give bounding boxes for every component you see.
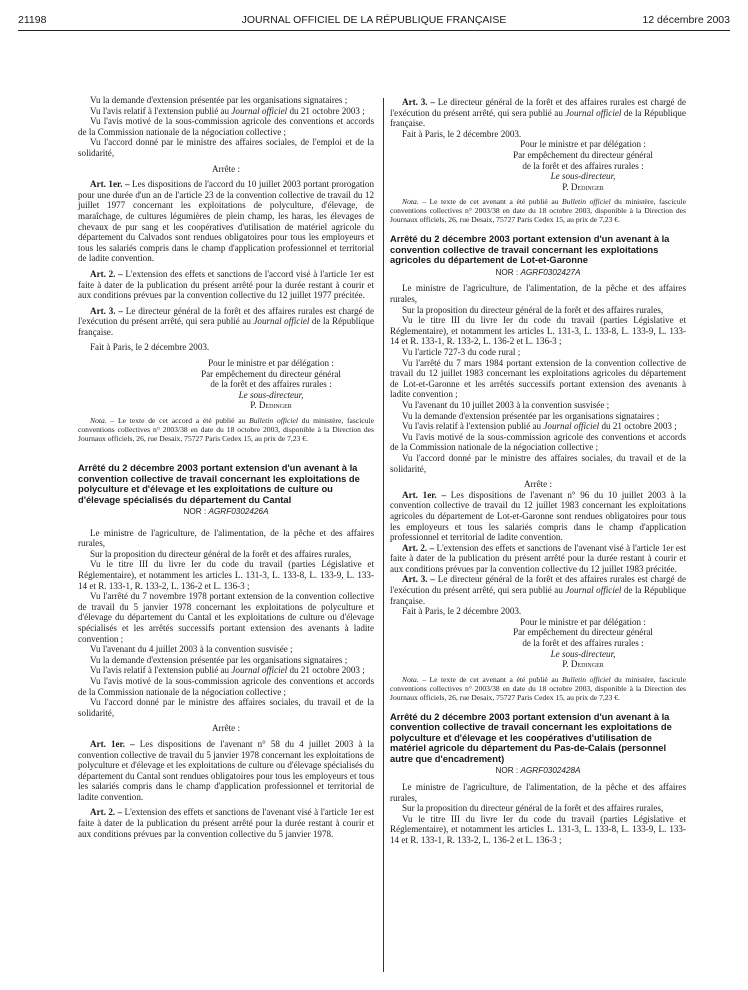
article-2: Art. 2. – L'extension des effets et sanctions de l'avenant visé à l'article 1er est faite à dater de la publication du présent arrêté pour la durée restant à courir et aux conditions prévues par la convention collective du 5 janvier 1978. — [78, 807, 374, 839]
journal-title: JOURNAL OFFICIEL DE LA RÉPUBLIQUE FRANÇAISE — [241, 14, 507, 26]
nota: Nota. – Le texte de cet accord a été publié au Bulletin officiel du ministère, fascicule conventions collectives n° 2003/38 en date du 18 octobre 2003, disponible à la Direction des Journaux officiels, 26, rue Desaix, 75727 Paris Cedex 15, au prix de 7,23 €. — [78, 416, 374, 444]
paragraph: Sur la proposition du directeur général de la forêt et des affaires rurales, — [90, 548, 352, 559]
nota: Nota. – Le texte de cet avenant a été publié au Bulletin officiel du ministère, fascicule conventions collectives n° 2003/38 en date du 18 octobre 2003, disponible à la Direction des Journaux officiels, 26, rue Desaix, 75727 Paris Cedex 15, au prix de 7,23 €. — [390, 674, 686, 702]
paragraph: Vu l'avis relatif à l'extension publié au Journal officiel du 21 octobre 2003 ; — [90, 665, 365, 676]
paragraph: Vu l'arrêté du 7 mars 1984 portant extension de la convention collective de travail du 12 juillet 1983 concernant les exploitations agricoles du département de Lot-et-Garonne et les arrêtés successifs portant extension des avenants à ladite convention ; — [390, 357, 686, 400]
paragraph: Vu la demande d'extension présentée par les organisations signataires ; — [90, 654, 348, 665]
right-column — [390, 97, 686, 845]
arrete-heading: Arrête : — [211, 723, 241, 734]
nor-reference: NOR : AGRF0302427A — [495, 267, 581, 277]
header-rule — [18, 30, 730, 31]
paragraph: Vu l'accord donné par le ministre des affaires sociales, du travail et de la solidarité, — [390, 452, 686, 474]
paragraph: Vu l'avenant du 10 juillet 2003 à la convention susvisée ; — [402, 399, 610, 410]
paragraph: Vu la demande d'extension présentée par les organisations signataires ; — [90, 95, 348, 105]
paragraph: Vu l'arrêté du 7 novembre 1978 portant extension de la convention collective de travail du 5 janvier 1978 concernant les exploitations de polyculture et d'élevage du département du Cantal et les exploitations de culture ou d'élevage spécialisés et les arrêtés successifs portant extension des avenants à ladite convention ; — [78, 591, 374, 644]
issue-date: 12 décembre 2003 — [642, 14, 730, 26]
paragraph: Vu l'accord donné par le ministre des affaires sociales, de l'emploi et de la solidarité, — [78, 137, 374, 158]
page-number: 21198 — [18, 14, 47, 26]
paragraph: Vu l'avis relatif à l'extension publié au Journal officiel du 21 octobre 2003 ; — [90, 105, 365, 116]
nor-reference: NOR : AGRF0302426A — [183, 507, 269, 517]
article-3: Art. 3. – Le directeur général de la forêt et des affaires rurales est chargé de l'exécution du présent arrêté, qui sera publié au Journal officiel de la République française. — [390, 574, 686, 606]
paragraph: Le ministre de l'agriculture, de l'alimentation, de la pêche et des affaires rurales, — [390, 781, 686, 803]
signature-block: Pour le ministre et par délégation : Par empêchement du directeur général de la forêt et des affaires rurales : Le sous-directeur, P. Dedinger — [513, 616, 653, 670]
left-column — [78, 95, 374, 839]
paragraph: Sur la proposition du directeur général de la forêt et des affaires rurales, — [402, 304, 664, 315]
paragraph: Vu l'avis motivé de la sous-commission agricole des conventions et accords de la Commission nationale de la négociation collective ; — [390, 431, 686, 453]
article-1: Art. 1er. – Les dispositions de l'avenant n° 58 du 4 juillet 2003 à la convention collective de travail du 5 janvier 1978 concernant les exploitations de polyculture et d'élevage et les exploitations de culture ou d'élevage spécialisés du département du Cantal sont rendues obligatoires pour tous les employeurs et tous les salariés compris dans le champ d'application professionnel et territorial de ladite convention. — [78, 738, 374, 802]
article-3: Art. 3. – Le directeur général de la forêt et des affaires rurales est chargé de l'exécution du présent arrêté, qui sera publié au Journal officiel de la République française. — [390, 97, 686, 129]
decree-title: Arrêté du 2 décembre 2003 portant extension d'un avenant à la convention collective de travail concernant les exploitations de polyculture et d'élevage et les coopératives d'utilisation de matériel agricole du département du Pas-de-Calais (personnel autre que d'encadrement) — [390, 710, 672, 764]
place-date: Fait à Paris, le 2 décembre 2003. — [402, 606, 522, 617]
article-2: Art. 2. – L'extension des effets et sanctions de l'avenant visé à l'article 1er est faite à dater de la publication du présent arrêté pour la durée restant à courir et aux conditions prévues par la convention collective du 12 juillet 1983 précitée. — [390, 542, 686, 574]
signature-block: Pour le ministre et par délégation : Par empêchement du directeur général de la forêt et des affaires rurales : Le sous-directeur, P. Dedinger — [201, 358, 341, 411]
article-2: Art. 2. – L'extension des effets et sanctions de l'accord visé à l'article 1er est faite à dater de la publication du présent arrêté pour la durée restant à courir et aux conditions prévues par la convention collective du 12 juillet 1977 précitée. — [78, 268, 374, 301]
decree-title: Arrêté du 2 décembre 2003 portant extension d'un avenant à la convention collective de travail concernant les exploitations de polyculture et d'élevage et les exploitations de culture ou d'élevage spécialisés du département du Cantal — [78, 462, 360, 505]
paragraph: Vu l'article 727-3 du code rural ; — [402, 347, 521, 357]
place-date: Fait à Paris, le 2 décembre 2003. — [90, 342, 210, 353]
article-1: Art. 1er. – Les dispositions de l'accord du 10 juillet 2003 portant prorogation pour une durée d'un an de l'article 23 de la convention collective de travail du 12 juillet 1977 concernant les exploitations de polyculture, d'élevage, de maraîchage, de cultures légumières de plein champ, les haras, les élevages de chevaux de pur sang et les coopératives d'utilisation de matériel agricole du département du Calvados sont rendues obligatoires pour tous les employeurs et tous les salariés compris dans le champ d'application professionnel et territorial de ladite convention. — [78, 179, 375, 264]
decree-title: Arrêté du 2 décembre 2003 portant extension d'un avenant à la convention collective de travail concernant les exploitations agricoles du département de Lot-et-Garonne — [390, 233, 670, 266]
paragraph: Vu le titre III du livre Ier du code du travail (parties Législative et Réglementaire), et notamment les articles L. 131-3, L. 133-8, L. 133-9, L. 133-14 et R. 133-1, R. 133-2, L. 136-2 et L. 136-3 ; — [390, 315, 686, 347]
column-divider — [383, 98, 384, 972]
paragraph: Le ministre de l'agriculture, de l'alimentation, de la pêche et des affaires rurales, — [78, 527, 374, 549]
paragraph: Sur la proposition du directeur général de la forêt et des affaires rurales, — [402, 803, 664, 814]
paragraph: Vu le titre III du livre Ier du code du travail (parties Législative et Réglementaire), et notamment les articles L. 131-3, L. 133-8, L. 133-9, L. 133-14 et R. 133-1, R. 133-2, L. 136-2 et L. 136-3 ; — [78, 559, 374, 591]
arrete-heading: Arrête : — [523, 479, 553, 490]
nota: Nota. – Le texte de cet avenant a été publié au Bulletin officiel du ministère, fascicule conventions collectives n° 2003/38 en date du 18 octobre 2003, disponible à la Direction des Journaux officiels, 26, rue Desaix, 75727 Paris Cedex 15, au prix de 7,23 €. — [390, 197, 686, 225]
paragraph: Vu l'accord donné par le ministre des affaires sociales, du travail et de la solidarité, — [78, 697, 374, 718]
paragraph: Vu la demande d'extension présentée par les organisations signataires ; — [402, 410, 660, 421]
paragraph: Le ministre de l'agriculture, de l'alimentation, de la pêche et des affaires rurales, — [390, 283, 686, 305]
paragraph: Vu l'avenant du 4 juillet 2003 à la convention susvisée ; — [90, 644, 293, 655]
article-3: Art. 3. – Le directeur général de la forêt et des affaires rurales est chargé de l'exécution du présent arrêté, qui sera publié au Journal officiel de la République française. — [78, 305, 374, 337]
arrete-heading: Arrête : — [211, 163, 241, 174]
article-1: Art. 1er. – Les dispositions de l'avenant n° 96 du 10 juillet 2003 à la convention collective de travail du 12 juillet 1983 concernant les exploitations agricoles du département de Lot-et-Garonne sont rendues obligatoires pour tous les employeurs et tous les salariés compris dans le champ d'application professionnel et territorial de ladite convention. — [390, 489, 686, 543]
place-date: Fait à Paris, le 2 décembre 2003. — [402, 128, 522, 139]
nor-reference: NOR : AGRF0302428A — [495, 766, 581, 776]
paragraph: Vu le titre III du livre Ier du code du travail (parties Législative et Réglementaire), et notamment les articles L. 131-3, L. 133-8, L. 133-9, L. 133-14 et R. 133-1, R. 133-2, L. 136-2 et L. 136-3 ; — [390, 813, 686, 845]
page-header — [18, 14, 730, 30]
paragraph: Vu l'avis motivé de la sous-commission agricole des conventions et accords de la Commission nationale de la négociation collective ; — [78, 675, 374, 697]
signature-block: Pour le ministre et par délégation : Par empêchement du directeur général de la forêt et des affaires rurales : Le sous-directeur, P. Dedinger — [513, 139, 653, 192]
paragraph: Vu l'avis relatif à l'extension publié au Journal officiel du 21 octobre 2003 ; — [402, 421, 677, 432]
paragraph: Vu l'avis motivé de la sous-commission agricole des conventions et accords de la Commission nationale de la négociation collective ; — [78, 116, 374, 137]
